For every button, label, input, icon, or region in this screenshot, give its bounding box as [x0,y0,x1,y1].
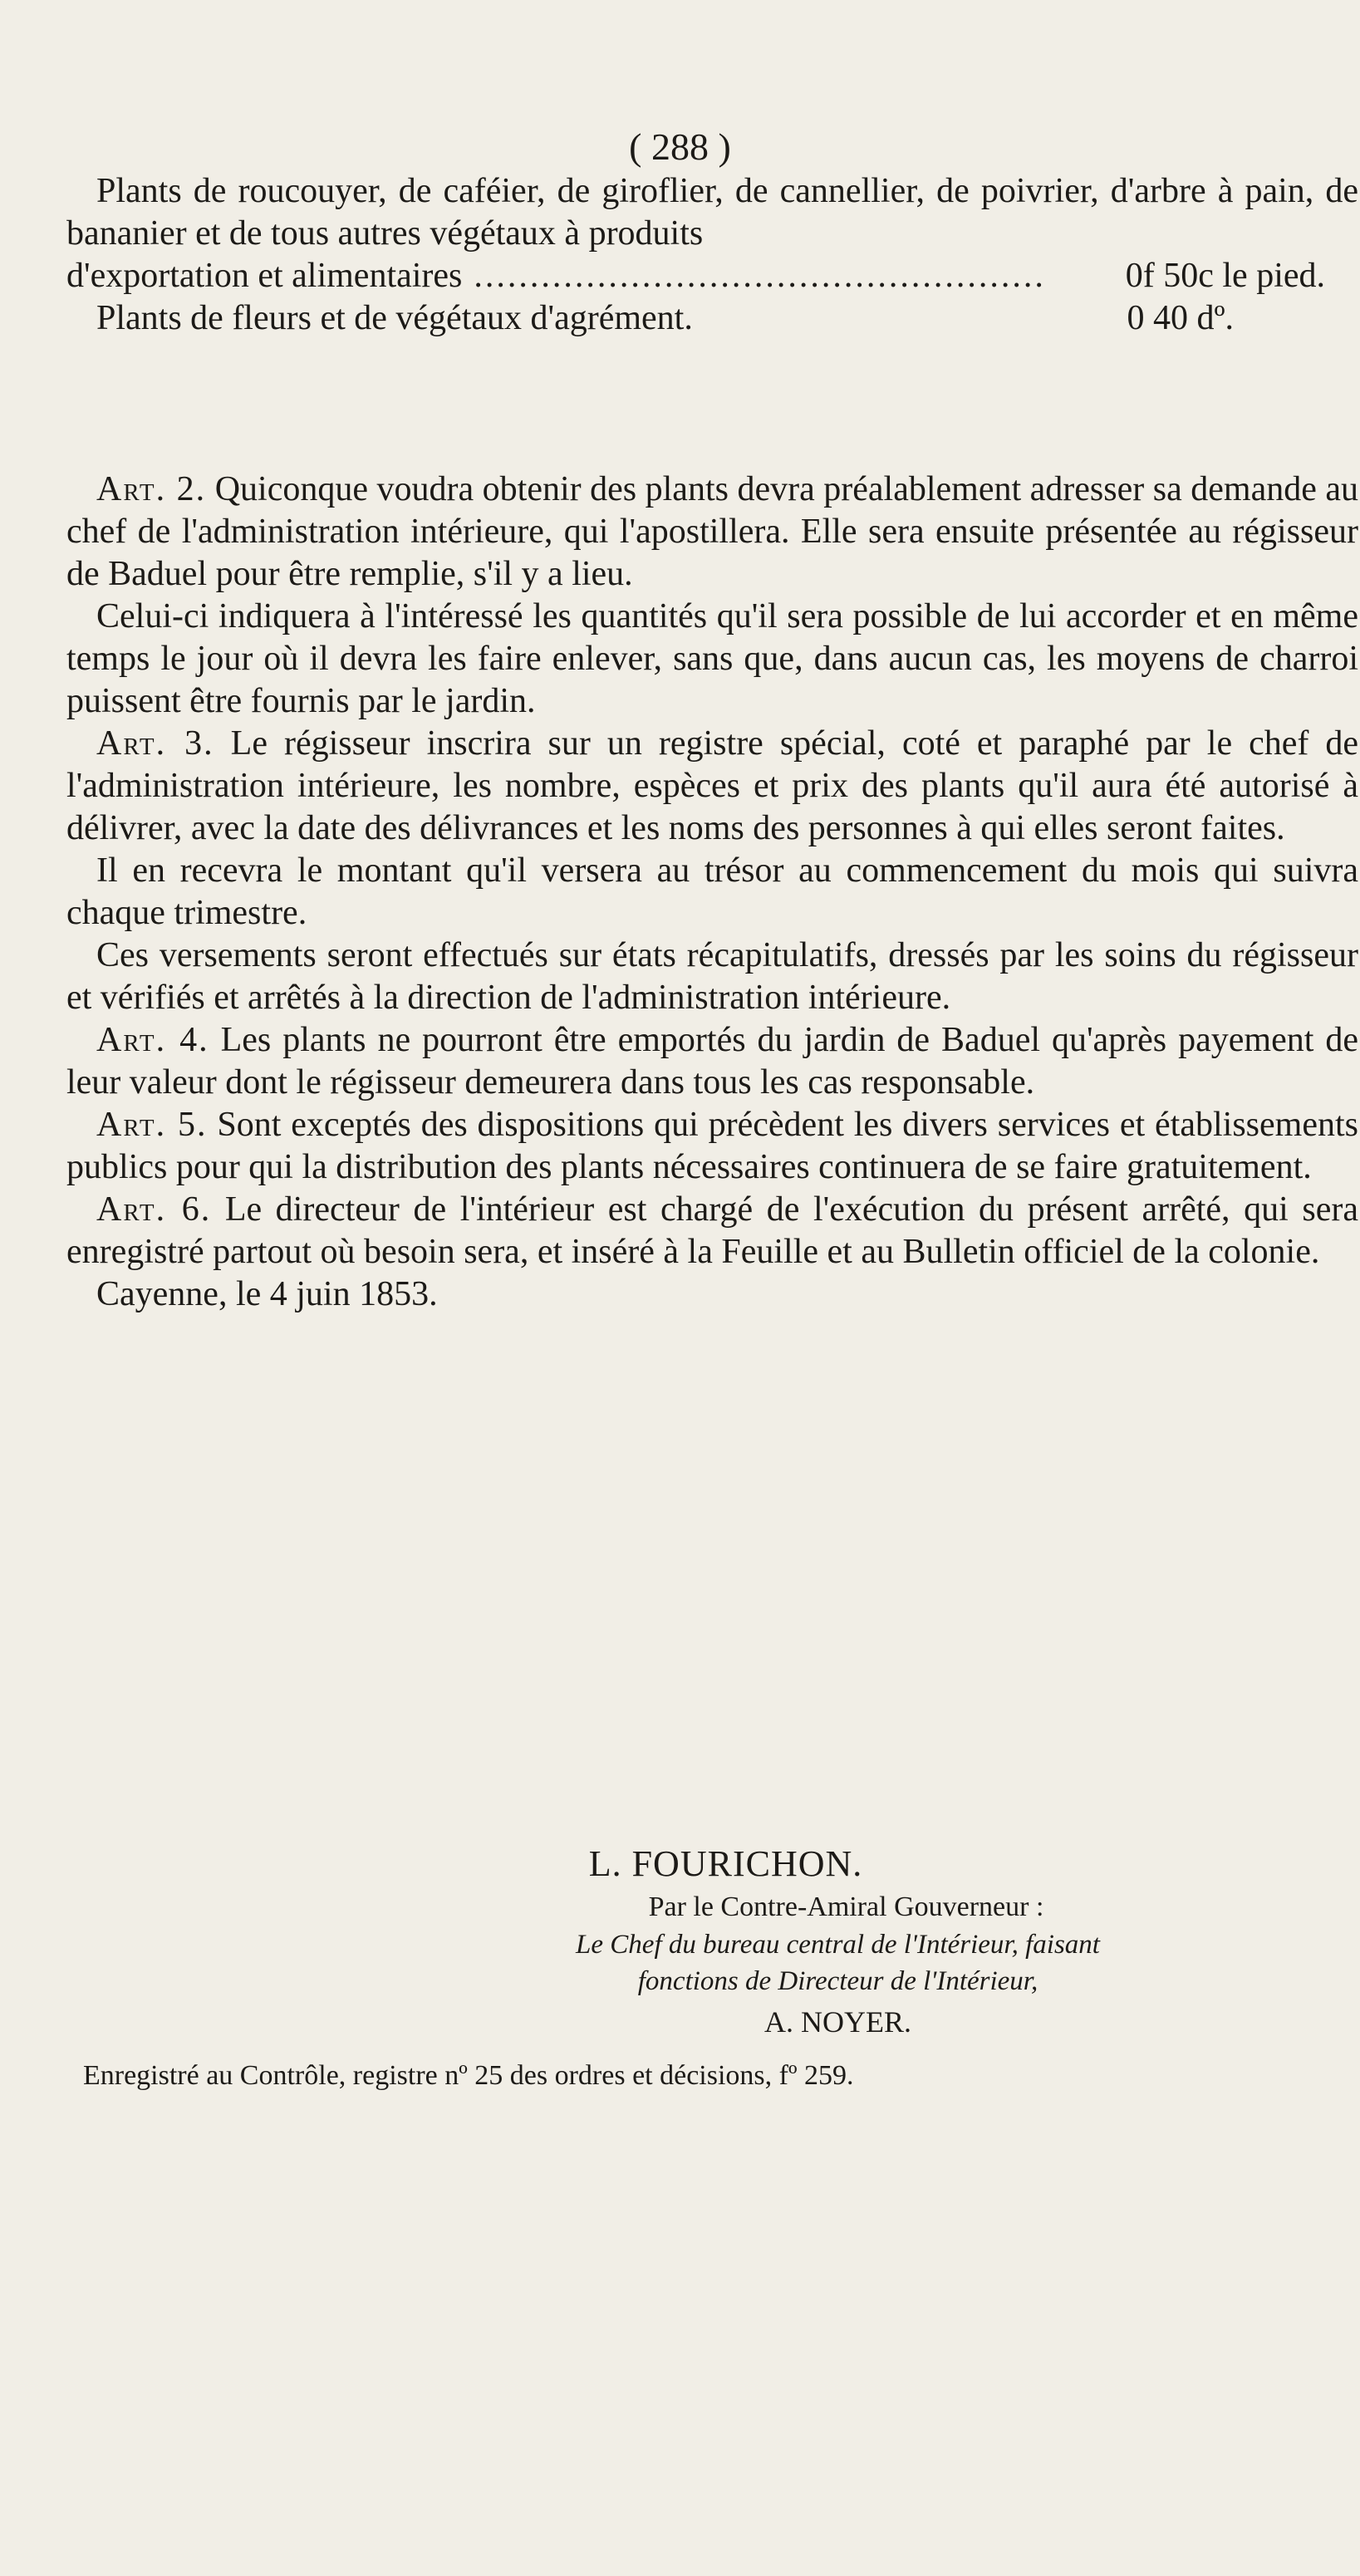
article-text: Sont exceptés des dispositions qui précèdent les divers services et établissements publics pour qui la distribution des plants nécessaires continuera de se faire gratuitement. [66,1106,1358,1186]
price-row-1-price: 0f 50c le pied. [1125,257,1325,295]
page-number: ( 288 ) [629,125,731,168]
article-label: Art. 4. [96,1021,209,1059]
article-text: Les plants ne pourront être emportés du jardin de Baduel qu'après payement de leur valeur dont le régisseur demeurera dans tous les cas responsable. [66,1021,1358,1102]
article-label: Art. 3. [96,724,214,763]
article-text: Celui-ci indiquera à l'intéressé les quantités qu'il sera possible de lui accorder et en même temps le jour où il devra les faire enlever, sans que, dans aucun cas, les moyens de charroi puissent être fournis par le jardin. [66,597,1358,720]
role-line-1: Le Chef du bureau central de l'Intérieur, faisant [576,1930,1100,1960]
article-5 [66,1104,1358,1189]
by-line: Par le Contre-Amiral Gouverneur : [648,1892,1044,1922]
registration-note: Enregistré au Contrôle, registre nº 25 des ordres et décisions, fº 259. [83,2060,854,2091]
price-list-intro: Plants de roucouyer, de caféier, de giroflier, de cannellier, de poivrier, d'arbre à pain, de bananier et de tous autres végétaux à produits [66,172,1358,253]
price-row-2 [66,297,1358,340]
signatory-name: L. FOURICHON. [588,1843,863,1884]
article-text: Le régisseur inscrira sur un registre spécial, coté et paraphé par le chef de l'administration intérieure, les nombre, espèces et prix des plants qu'il aura été autorisé à délivrer, avec la date des délivrances et les noms des personnes à qui elles seront faites. [66,724,1359,847]
article-2 [66,469,1358,596]
article-text: Il en recevra le montant qu'il versera au trésor au commencement du mois qui suivra chaque trimestre. [66,851,1358,932]
role-line-2: fonctions de Directeur de l'Intérieur, [637,1966,1038,1996]
second-signatory: A. NOYER. [764,2005,911,2039]
article-3-continued-2 [66,935,1358,1019]
article-label: Art. 2. [96,470,207,508]
article-4 [66,1019,1358,1104]
leader-dots: ................................................... [474,257,1046,295]
article-text: Le directeur de l'intérieur est chargé de l'exécution du présent arrêté, qui sera enregistré partout où besoin sera, et inséré à la Feuille et au Bulletin officiel de la colonie. [66,1190,1358,1271]
price-row-2-price: 0 40 dº. [1127,299,1234,337]
article-text: Ces versements seront effectués sur états récapitulatifs, dressés par les soins du régisseur et vérifiés et arrêtés à la direction de l'administration intérieure. [66,936,1358,1017]
price-row-1 [66,255,1358,297]
article-2-continued [66,596,1358,723]
article-3 [66,723,1358,850]
articles [66,469,1358,1316]
signature-block [0,1840,1360,2044]
date-line: Cayenne, le 4 juin 1853. [96,1275,438,1313]
price-row-2-label: Plants de fleurs et de végétaux d'agrément. [96,299,693,337]
price-list [66,170,1358,340]
price-row-1-label: d'exportation et alimentaires [66,257,463,295]
article-text: Quiconque voudra obtenir des plants devra préalablement adresser sa demande au chef de l'administration intérieure, qui l'apostillera. Elle sera ensuite présentée au régisseur de Baduel pour être remplie, s'il y a lieu. [66,470,1359,593]
article-6 [66,1189,1358,1273]
article-label: Art. 6. [96,1190,212,1229]
article-label: Art. 5. [96,1106,208,1144]
article-3-continued-1 [66,850,1358,935]
